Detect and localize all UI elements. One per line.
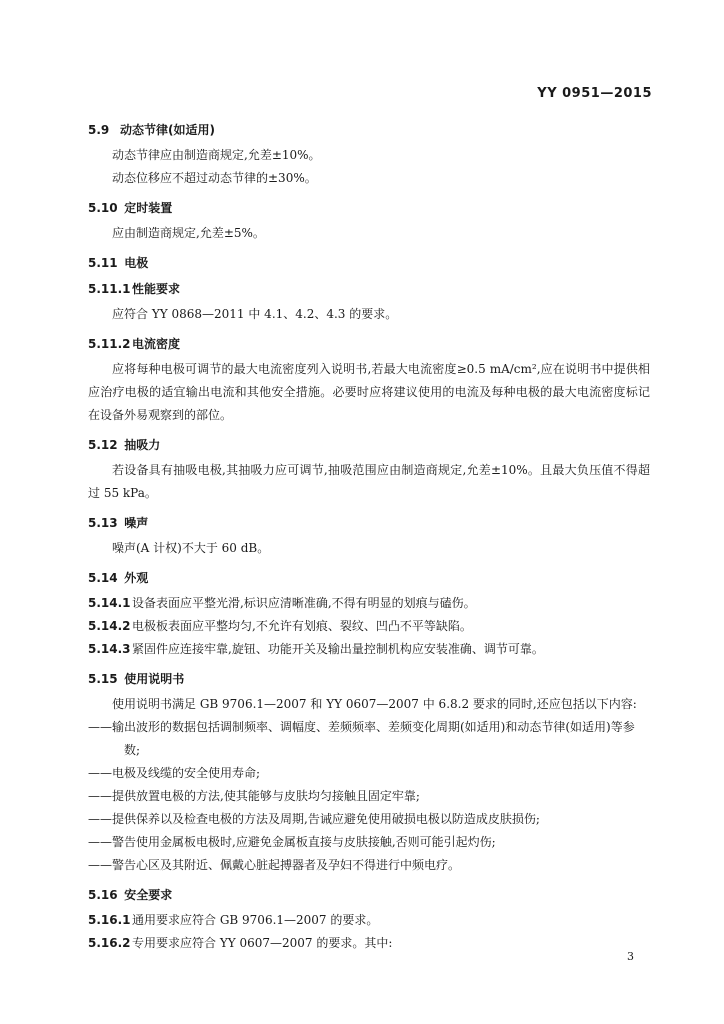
numbered-item	[88, 592, 650, 615]
item-text: 设备表面应平整光滑,标识应清晰准确,不得有明显的划痕与磕伤。	[132, 596, 476, 610]
item-number: 5.16.2	[88, 936, 131, 950]
subsection-title: 性能要求	[132, 282, 181, 296]
paragraph: 应由制造商规定,允差±5%。	[112, 226, 265, 240]
item-number: 5.16.1	[88, 913, 131, 927]
section-title: 安全要求	[124, 888, 173, 902]
list-item: ——提供放置电极的方法,使其能够与皮肤均匀接触且固定牢靠;	[88, 789, 420, 803]
numbered-item	[88, 615, 650, 638]
section-heading-5-16	[88, 887, 650, 903]
subsection-number: 5.11.2	[88, 337, 131, 351]
item-text: 通用要求应符合 GB 9706.1—2007 的要求。	[132, 913, 379, 927]
section-heading-5-13	[88, 515, 650, 531]
paragraph: 噪声(A 计权)不大于 60 dB。	[112, 541, 270, 555]
section-number: 5.10	[88, 201, 118, 215]
list-item: ——警告使用金属板电极时,应避免金属板直接与皮肤接触,否则可能引起灼伤;	[88, 835, 496, 849]
section-title: 电极	[124, 256, 149, 270]
paragraph: 应将每种电极可调节的最大电流密度列入说明书,若最大电流密度≥0.5 mA/cm²,应在说明书中提供相应治疗电极的适宜输出电流和其他安全措施。必要时应将建议使用的电流及每种电极的最大电流密度标记在设备外易观察到的部位。	[88, 362, 650, 422]
item-number: 5.14.1	[88, 596, 131, 610]
list-item: ——电极及线缆的安全使用寿命;	[88, 766, 261, 780]
item-text: 电极板表面应平整均匀,不允许有划痕、裂纹、凹凸不平等缺陷。	[132, 619, 472, 633]
item-text: 紧固件应连接牢靠,旋钮、功能开关及输出量控制机构应安装准确、调节可靠。	[132, 642, 544, 656]
document-code-header: YY 0951—2015	[537, 86, 652, 101]
subsection-title: 电流密度	[132, 337, 181, 351]
paragraph: 动态节律应由制造商规定,允差±10%。	[112, 148, 321, 162]
item-text: 专用要求应符合 YY 0607—2007 的要求。其中:	[132, 936, 393, 950]
section-number: 5.13	[88, 516, 118, 530]
page-number: 3	[627, 950, 634, 963]
subsection-heading-5-11-1	[88, 281, 650, 297]
section-title: 使用说明书	[124, 672, 185, 686]
numbered-item	[88, 638, 650, 661]
section-title: 定时装置	[124, 201, 173, 215]
paragraph: 应符合 YY 0868—2011 中 4.1、4.2、4.3 的要求。	[112, 307, 398, 321]
section-number: 5.11	[88, 256, 118, 270]
section-heading-5-15	[88, 671, 650, 687]
item-number: 5.14.3	[88, 642, 131, 656]
section-number: 5.12	[88, 438, 118, 452]
section-heading-5-12	[88, 437, 650, 453]
item-number: 5.14.2	[88, 619, 131, 633]
subsection-heading-5-11-2	[88, 336, 650, 352]
paragraph: 若设备具有抽吸电极,其抽吸力应可调节,抽吸范围应由制造商规定,允差±10%。且最大负压值不得超过 55 kPa。	[88, 463, 650, 500]
section-number: 5.16	[88, 888, 118, 902]
subsection-number: 5.11.1	[88, 282, 131, 296]
section-heading-5-10	[88, 200, 650, 216]
section-heading-5-11	[88, 255, 650, 271]
list-item: ——警告心区及其附近、佩戴心脏起搏器者及孕妇不得进行中频电疗。	[88, 858, 461, 872]
numbered-item	[88, 932, 650, 955]
section-title: 噪声	[124, 516, 149, 530]
section-number: 5.9	[88, 123, 110, 137]
list-item: ——提供保养以及检查电极的方法及周期,告诫应避免使用破损电极以防造成皮肤损伤;	[88, 812, 540, 826]
numbered-item	[88, 909, 650, 932]
section-number: 5.14	[88, 571, 118, 585]
document-body	[88, 122, 650, 955]
paragraph: 动态位移应不超过动态节律的±30%。	[112, 171, 317, 185]
paragraph: 使用说明书满足 GB 9706.1—2007 和 YY 0607—2007 中 6.8.2 要求的同时,还应包括以下内容:	[112, 697, 637, 711]
section-heading-5-9	[88, 122, 650, 138]
section-number: 5.15	[88, 672, 118, 686]
list-item: ——输出波形的数据包括调制频率、调幅度、差频频率、差频变化周期(如适用)和动态节律(如适用)等参数;	[88, 720, 635, 757]
section-title: 抽吸力	[124, 438, 161, 452]
section-title: 外观	[124, 571, 149, 585]
section-title: 动态节律(如适用)	[120, 123, 215, 137]
section-heading-5-14	[88, 570, 650, 586]
